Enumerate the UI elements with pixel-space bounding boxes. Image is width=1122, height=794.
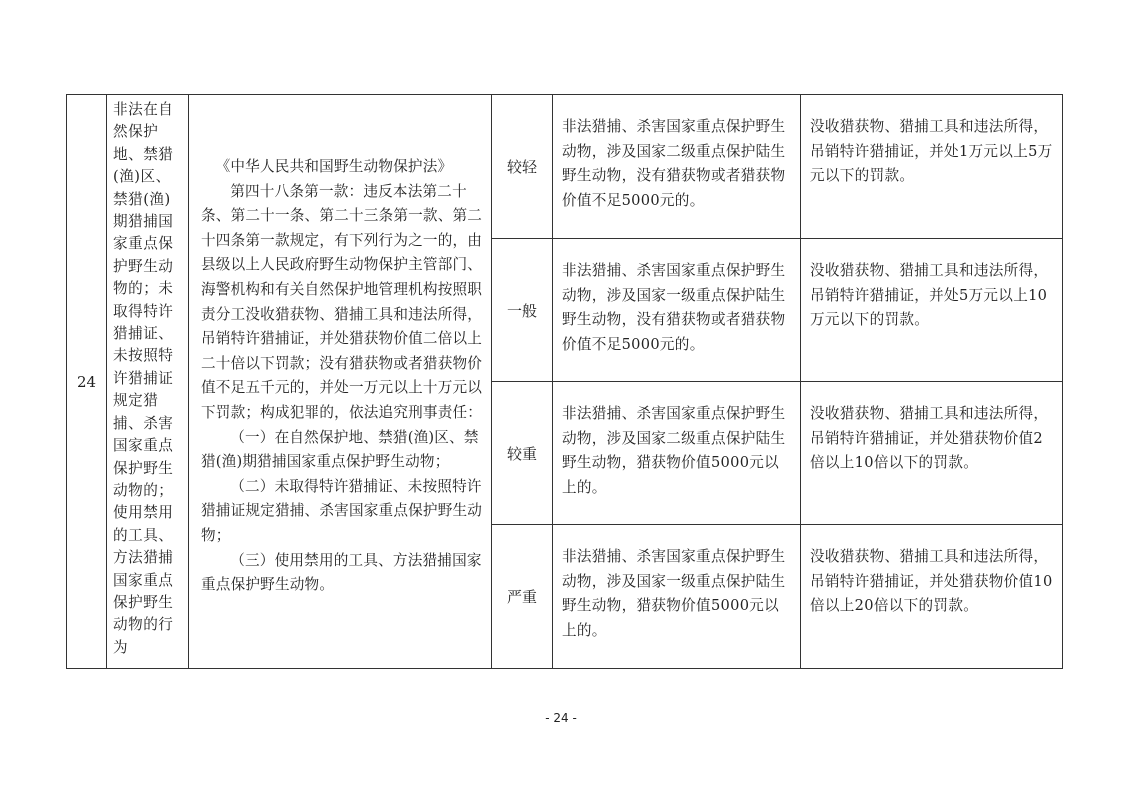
penalty-standard-text: 没收猎获物、猎捕工具和违法所得，吊销特许猎捕证，并处猎获物价值10倍以上20倍以下的罚款。 [810,548,1053,615]
law-title: 《中华人民共和国野生动物保护法》 [215,158,453,175]
penalty-standard-text: 没收猎获物、猎捕工具和违法所得，吊销特许猎捕证，并处猎获物价值2倍以上10倍以下的罚款。 [810,405,1049,472]
circumstance-cell [553,382,801,525]
violation-behavior: 非法在自然保护地、禁猎(渔)区、禁猎(渔)期猎捕国家重点保护野生动物的；未取得特许猎捕证、未按照特许猎捕证规定猎捕、杀害国家重点保护野生动物的；使用禁用的工具、方法猎捕国家重点保护野生动物的行为 [113,101,174,656]
penalty-standard-cell [801,525,1063,669]
penalty-standard-text: 没收猎获物、猎捕工具和违法所得，吊销特许猎捕证，并处5万元以上10万元以下的罚款。 [810,262,1049,329]
table-row [67,95,1063,239]
violation-behavior-cell [107,95,189,669]
level-label: 较重 [492,382,553,525]
penalty-standard-cell [801,95,1063,239]
article-item-1: （一）在自然保护地、禁猎(渔)区、禁猎(渔)期猎捕国家重点保护野生动物； [201,428,479,471]
article-text: 第四十八条第一款：违反本法第二十条、第二十一条、第二十三条第一款、第二十四条第一款规定，有下列行为之一的，由县级以上人民政府野生动物保护主管部门、海警机构和有关自然保护地管理机构按照职责分工没收猎获物、猎捕工具和违法所得，吊销特许猎捕证，并处猎获物价值二倍以上二十倍以下罚款；没有猎获物或者猎获物价值不足五千元的，并处一万元以上十万元以下罚款；构成犯罪的，依法追究刑事责任： [201,182,483,421]
row-number: 24 [67,95,107,669]
article-item-3: （三）使用禁用的工具、方法猎捕国家重点保护野生动物。 [201,551,482,594]
legal-basis [189,95,491,598]
penalty-standard-cell [801,382,1063,525]
circumstance-cell [553,525,801,669]
circumstance-text: 非法猎捕、杀害国家重点保护野生动物，涉及国家二级重点保护陆生野生动物，没有猎获物或者猎获物价值不足5000元的。 [562,118,786,209]
article-item-2: （二）未取得特许猎捕证、未按照特许猎捕证规定猎捕、杀害国家重点保护野生动物； [201,477,483,544]
page-number: - 24 - [545,711,577,725]
penalty-standard-cell [801,239,1063,382]
circumstance-text: 非法猎捕、杀害国家重点保护野生动物，涉及国家二级重点保护陆生野生动物，猎获物价值5000元以上的。 [562,405,786,496]
penalty-standard-text: 没收猎获物、猎捕工具和违法所得，吊销特许猎捕证，并处1万元以上5万元以下的罚款。 [810,118,1053,185]
penalty-table [66,94,1063,669]
circumstance-cell [553,95,801,239]
level-label: 较轻 [492,95,553,239]
legal-basis-cell [189,95,492,669]
circumstance-text: 非法猎捕、杀害国家重点保护野生动物，涉及国家一级重点保护陆生野生动物，没有猎获物或者猎获物价值不足5000元的。 [562,262,786,353]
level-label: 一般 [492,239,553,382]
circumstance-cell [553,239,801,382]
level-label: 严重 [492,525,553,669]
circumstance-text: 非法猎捕、杀害国家重点保护野生动物，涉及国家一级重点保护陆生野生动物，猎获物价值5000元以上的。 [562,548,786,639]
